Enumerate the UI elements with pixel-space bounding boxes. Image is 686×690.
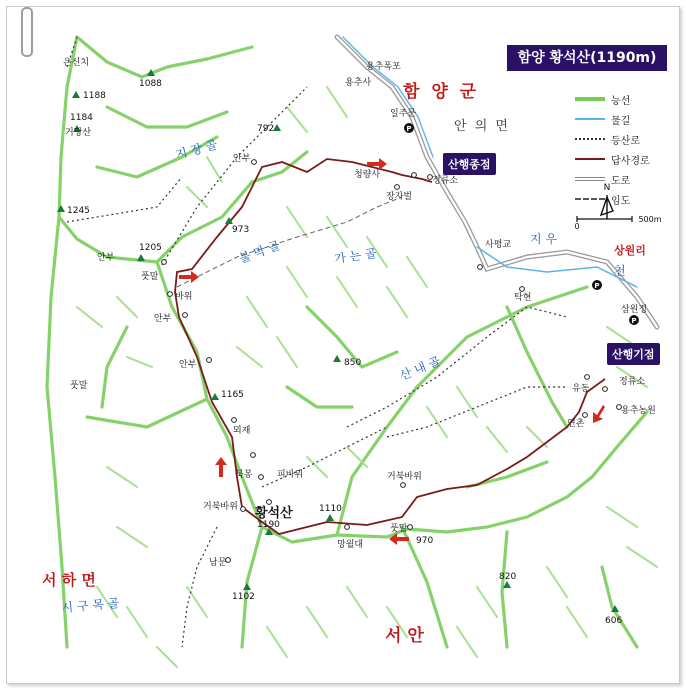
- place-hwangseoksan: 황석산: [255, 506, 293, 521]
- svg-text:P: P: [631, 317, 637, 325]
- end-point-callout: 산행종점: [443, 153, 496, 175]
- place-iljumun: 일주문: [390, 109, 417, 119]
- peak-label-1245: 1245: [67, 206, 90, 216]
- svg-text:P: P: [594, 282, 600, 290]
- place-yongchu-nongwon: 용추농원: [621, 406, 656, 416]
- paperclip-icon: [21, 7, 33, 57]
- map-legend: [575, 89, 675, 209]
- peak-label-820: 820: [499, 572, 517, 582]
- svg-text:P: P: [406, 125, 412, 133]
- place-anbu-4: 안부: [179, 360, 197, 370]
- scale-start: 0: [574, 222, 580, 231]
- place-yudong: 유동: [572, 384, 590, 394]
- valley-sigumok: 시 구 목 골: [61, 596, 120, 615]
- legend-item-road: 도로: [575, 169, 675, 189]
- legend-item-ridge: 능선: [575, 89, 675, 109]
- region-seoan: 서 안: [385, 626, 424, 646]
- valley-gane: 가 는 골: [333, 246, 378, 266]
- place-yongchusa: 용추사: [345, 78, 372, 88]
- valley-jijang: 지 장 골: [174, 137, 219, 162]
- legend-item-trail: 등산로: [575, 129, 675, 149]
- place-yongchu-waterfall: 용추폭포: [366, 62, 401, 72]
- place-cheongryangsa: 청량사: [354, 170, 381, 180]
- map-title: 함양 황석산(1190m): [507, 45, 667, 71]
- place-geobukbawi-2: 거북바위: [387, 472, 422, 482]
- map-frame: [6, 6, 680, 684]
- valley-sanne: 산 내 골: [397, 353, 443, 383]
- place-namun: 남문: [209, 558, 227, 568]
- place-anbu-1: 안부: [233, 154, 251, 164]
- legend-item-route: 답사경로: [575, 149, 675, 169]
- peak-label-1110: 1110: [319, 504, 342, 514]
- peak-label-1205: 1205: [139, 243, 162, 253]
- place-yeonchon: 연촌: [567, 419, 585, 429]
- stream-cheon: 천: [614, 264, 626, 278]
- valley-bulmak: 불 막 골: [237, 238, 282, 266]
- peak-label-1088: 1088: [139, 79, 162, 89]
- place-bawi: 바위: [175, 292, 193, 302]
- peak-label-geomangsan: 거망산: [65, 128, 92, 138]
- place-anbu-3: 안부: [154, 314, 172, 324]
- region-seoha: 서 하 면: [42, 571, 96, 589]
- legend-item-water: 물길: [575, 109, 675, 129]
- place-sangwonjeong: 삼원정: [621, 305, 648, 315]
- place-eunsinchi: 은신치: [63, 58, 90, 68]
- region-hamyang: 함 양 군: [403, 82, 480, 102]
- place-sangwonri: 상원리: [614, 244, 646, 257]
- legend-item-forest-road: 임도: [575, 189, 675, 209]
- peak-label-1184: 1184: [70, 113, 93, 123]
- peak-label-792: 792: [257, 124, 275, 134]
- peak-label-1190: 1190: [257, 520, 280, 530]
- place-jeongryuso-right: 정류소: [619, 377, 646, 387]
- peak-label-1188: 1188: [83, 91, 106, 101]
- place-sapyeonggyo: 사평교: [485, 240, 512, 250]
- place-jangjabeol: 장자벌: [386, 192, 413, 202]
- place-970: 970: [416, 536, 434, 546]
- peak-label-1102: 1102: [232, 592, 255, 602]
- place-tanhyeon: 탁현: [514, 293, 532, 303]
- place-pumal-2: 풋말: [70, 381, 88, 391]
- peak-label-606: 606: [605, 616, 623, 626]
- region-anui: 안 의 면: [454, 119, 510, 134]
- ridge-lines: [47, 37, 647, 647]
- place-dwijae: 뫼재: [233, 426, 251, 436]
- scale-end: 500m: [638, 215, 662, 224]
- place-anbu-2: 안부: [97, 253, 115, 263]
- place-pumal-1: 풋말: [141, 272, 159, 282]
- place-bukbong: 북봉: [235, 470, 253, 480]
- peak-label-1165: 1165: [221, 390, 244, 400]
- place-pibawi: 피바위: [277, 470, 304, 480]
- start-point-callout: 산행기점: [607, 343, 660, 365]
- place-geobukbawi-1: 거북바위: [203, 502, 238, 512]
- place-jeongryuso-top: 정류소: [432, 176, 459, 186]
- place-mangwoldae: 망월대: [337, 540, 364, 550]
- compass-north-label: N: [603, 183, 611, 193]
- peak-label-973: 973: [232, 225, 250, 235]
- valley-jiu: 지 우: [530, 232, 557, 246]
- place-pumal-3: 풋말: [390, 524, 408, 534]
- peak-label-850: 850: [344, 358, 362, 368]
